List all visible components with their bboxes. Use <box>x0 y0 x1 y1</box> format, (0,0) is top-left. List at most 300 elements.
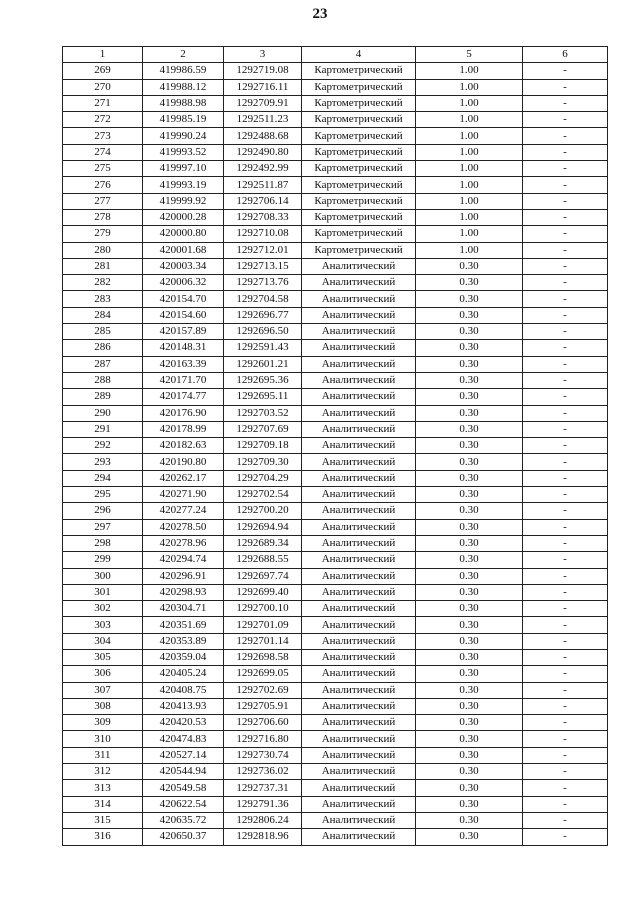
point-number-cell: 285 <box>63 324 143 340</box>
y-coordinate-cell: 1292730.74 <box>224 747 302 763</box>
note-cell: - <box>523 291 608 307</box>
note-cell: - <box>523 796 608 812</box>
method-cell: Аналитический <box>302 584 416 600</box>
note-cell: - <box>523 258 608 274</box>
x-coordinate-cell: 420278.96 <box>143 535 224 551</box>
accuracy-cell: 0.30 <box>416 356 523 372</box>
method-cell: Картометрический <box>302 144 416 160</box>
column-header-4: 4 <box>302 47 416 63</box>
accuracy-cell: 0.30 <box>416 389 523 405</box>
table-row <box>63 291 608 307</box>
method-cell: Аналитический <box>302 568 416 584</box>
table-row <box>63 193 608 209</box>
table-row <box>63 731 608 747</box>
y-coordinate-cell: 1292511.87 <box>224 177 302 193</box>
table-row <box>63 568 608 584</box>
x-coordinate-cell: 419993.19 <box>143 177 224 193</box>
x-coordinate-cell: 420001.68 <box>143 242 224 258</box>
method-cell: Аналитический <box>302 601 416 617</box>
y-coordinate-cell: 1292818.96 <box>224 829 302 845</box>
y-coordinate-cell: 1292703.52 <box>224 405 302 421</box>
accuracy-cell: 0.30 <box>416 682 523 698</box>
point-number-cell: 295 <box>63 487 143 503</box>
method-cell: Аналитический <box>302 780 416 796</box>
table-row <box>63 209 608 225</box>
y-coordinate-cell: 1292719.08 <box>224 63 302 79</box>
x-coordinate-cell: 420296.91 <box>143 568 224 584</box>
x-coordinate-cell: 420408.75 <box>143 682 224 698</box>
note-cell: - <box>523 177 608 193</box>
table-row <box>63 552 608 568</box>
x-coordinate-cell: 420148.31 <box>143 340 224 356</box>
y-coordinate-cell: 1292490.80 <box>224 144 302 160</box>
point-number-cell: 284 <box>63 307 143 323</box>
note-cell: - <box>523 226 608 242</box>
x-coordinate-cell: 420157.89 <box>143 324 224 340</box>
y-coordinate-cell: 1292704.29 <box>224 470 302 486</box>
x-coordinate-cell: 420544.94 <box>143 764 224 780</box>
table-row <box>63 161 608 177</box>
note-cell: - <box>523 209 608 225</box>
coordinates-table <box>62 46 608 846</box>
note-cell: - <box>523 666 608 682</box>
table-row <box>63 144 608 160</box>
accuracy-cell: 1.00 <box>416 144 523 160</box>
note-cell: - <box>523 568 608 584</box>
method-cell: Картометрический <box>302 63 416 79</box>
method-cell: Аналитический <box>302 291 416 307</box>
table-row <box>63 715 608 731</box>
accuracy-cell: 0.30 <box>416 552 523 568</box>
accuracy-cell: 0.30 <box>416 324 523 340</box>
point-number-cell: 308 <box>63 698 143 714</box>
point-number-cell: 274 <box>63 144 143 160</box>
y-coordinate-cell: 1292488.68 <box>224 128 302 144</box>
x-coordinate-cell: 420003.34 <box>143 258 224 274</box>
method-cell: Аналитический <box>302 258 416 274</box>
accuracy-cell: 0.30 <box>416 829 523 845</box>
accuracy-cell: 0.30 <box>416 617 523 633</box>
x-coordinate-cell: 420190.80 <box>143 454 224 470</box>
note-cell: - <box>523 389 608 405</box>
method-cell: Картометрический <box>302 193 416 209</box>
method-cell: Аналитический <box>302 715 416 731</box>
table-row <box>63 63 608 79</box>
table-row <box>63 584 608 600</box>
method-cell: Картометрический <box>302 112 416 128</box>
note-cell: - <box>523 193 608 209</box>
note-cell: - <box>523 519 608 535</box>
point-number-cell: 301 <box>63 584 143 600</box>
method-cell: Аналитический <box>302 617 416 633</box>
accuracy-cell: 0.30 <box>416 715 523 731</box>
accuracy-cell: 1.00 <box>416 161 523 177</box>
table-row <box>63 796 608 812</box>
x-coordinate-cell: 419988.12 <box>143 79 224 95</box>
accuracy-cell: 0.30 <box>416 340 523 356</box>
y-coordinate-cell: 1292791.36 <box>224 796 302 812</box>
y-coordinate-cell: 1292702.69 <box>224 682 302 698</box>
accuracy-cell: 0.30 <box>416 421 523 437</box>
accuracy-cell: 0.30 <box>416 764 523 780</box>
point-number-cell: 278 <box>63 209 143 225</box>
point-number-cell: 307 <box>63 682 143 698</box>
point-number-cell: 303 <box>63 617 143 633</box>
note-cell: - <box>523 682 608 698</box>
x-coordinate-cell: 420154.60 <box>143 307 224 323</box>
method-cell: Аналитический <box>302 389 416 405</box>
x-coordinate-cell: 420171.70 <box>143 372 224 388</box>
point-number-cell: 282 <box>63 275 143 291</box>
method-cell: Картометрический <box>302 128 416 144</box>
accuracy-cell: 0.30 <box>416 470 523 486</box>
table-row <box>63 519 608 535</box>
accuracy-cell: 1.00 <box>416 79 523 95</box>
note-cell: - <box>523 161 608 177</box>
x-coordinate-cell: 420405.24 <box>143 666 224 682</box>
table-row <box>63 258 608 274</box>
point-number-cell: 286 <box>63 340 143 356</box>
table-row <box>63 112 608 128</box>
accuracy-cell: 0.30 <box>416 372 523 388</box>
point-number-cell: 302 <box>63 601 143 617</box>
note-cell: - <box>523 421 608 437</box>
table-row <box>63 503 608 519</box>
y-coordinate-cell: 1292591.43 <box>224 340 302 356</box>
method-cell: Аналитический <box>302 764 416 780</box>
x-coordinate-cell: 420351.69 <box>143 617 224 633</box>
accuracy-cell: 1.00 <box>416 95 523 111</box>
accuracy-cell: 1.00 <box>416 209 523 225</box>
point-number-cell: 279 <box>63 226 143 242</box>
accuracy-cell: 0.30 <box>416 666 523 682</box>
x-coordinate-cell: 420278.50 <box>143 519 224 535</box>
accuracy-cell: 0.30 <box>416 503 523 519</box>
note-cell: - <box>523 617 608 633</box>
y-coordinate-cell: 1292696.77 <box>224 307 302 323</box>
point-number-cell: 304 <box>63 633 143 649</box>
point-number-cell: 312 <box>63 764 143 780</box>
accuracy-cell: 0.30 <box>416 568 523 584</box>
y-coordinate-cell: 1292699.40 <box>224 584 302 600</box>
note-cell: - <box>523 747 608 763</box>
note-cell: - <box>523 356 608 372</box>
table-body <box>63 63 608 845</box>
table-row <box>63 438 608 454</box>
y-coordinate-cell: 1292699.05 <box>224 666 302 682</box>
table-row <box>63 780 608 796</box>
table-row <box>63 372 608 388</box>
note-cell: - <box>523 535 608 551</box>
table-row <box>63 128 608 144</box>
y-coordinate-cell: 1292705.91 <box>224 698 302 714</box>
method-cell: Аналитический <box>302 405 416 421</box>
method-cell: Аналитический <box>302 796 416 812</box>
accuracy-cell: 1.00 <box>416 128 523 144</box>
note-cell: - <box>523 438 608 454</box>
y-coordinate-cell: 1292700.20 <box>224 503 302 519</box>
note-cell: - <box>523 470 608 486</box>
y-coordinate-cell: 1292511.23 <box>224 112 302 128</box>
y-coordinate-cell: 1292706.60 <box>224 715 302 731</box>
method-cell: Аналитический <box>302 487 416 503</box>
method-cell: Аналитический <box>302 324 416 340</box>
method-cell: Картометрический <box>302 226 416 242</box>
x-coordinate-cell: 420359.04 <box>143 649 224 665</box>
y-coordinate-cell: 1292688.55 <box>224 552 302 568</box>
point-number-cell: 273 <box>63 128 143 144</box>
note-cell: - <box>523 79 608 95</box>
x-coordinate-cell: 419990.24 <box>143 128 224 144</box>
point-number-cell: 297 <box>63 519 143 535</box>
x-coordinate-cell: 420413.93 <box>143 698 224 714</box>
note-cell: - <box>523 144 608 160</box>
table-row <box>63 389 608 405</box>
accuracy-cell: 0.30 <box>416 601 523 617</box>
x-coordinate-cell: 419999.92 <box>143 193 224 209</box>
point-number-cell: 299 <box>63 552 143 568</box>
column-header-1: 1 <box>63 47 143 63</box>
accuracy-cell: 1.00 <box>416 226 523 242</box>
x-coordinate-cell: 420549.58 <box>143 780 224 796</box>
point-number-cell: 314 <box>63 796 143 812</box>
table-row <box>63 666 608 682</box>
y-coordinate-cell: 1292709.91 <box>224 95 302 111</box>
method-cell: Аналитический <box>302 666 416 682</box>
table-row <box>63 535 608 551</box>
table-row <box>63 275 608 291</box>
y-coordinate-cell: 1292708.33 <box>224 209 302 225</box>
table-row <box>63 177 608 193</box>
y-coordinate-cell: 1292712.01 <box>224 242 302 258</box>
y-coordinate-cell: 1292695.36 <box>224 372 302 388</box>
table-row <box>63 649 608 665</box>
table-row <box>63 226 608 242</box>
accuracy-cell: 0.30 <box>416 812 523 828</box>
point-number-cell: 281 <box>63 258 143 274</box>
point-number-cell: 300 <box>63 568 143 584</box>
method-cell: Аналитический <box>302 812 416 828</box>
method-cell: Аналитический <box>302 275 416 291</box>
point-number-cell: 271 <box>63 95 143 111</box>
table-row <box>63 340 608 356</box>
point-number-cell: 310 <box>63 731 143 747</box>
y-coordinate-cell: 1292710.08 <box>224 226 302 242</box>
note-cell: - <box>523 812 608 828</box>
x-coordinate-cell: 419988.98 <box>143 95 224 111</box>
note-cell: - <box>523 731 608 747</box>
note-cell: - <box>523 372 608 388</box>
method-cell: Аналитический <box>302 454 416 470</box>
accuracy-cell: 0.30 <box>416 747 523 763</box>
note-cell: - <box>523 63 608 79</box>
point-number-cell: 313 <box>63 780 143 796</box>
y-coordinate-cell: 1292736.02 <box>224 764 302 780</box>
note-cell: - <box>523 829 608 845</box>
y-coordinate-cell: 1292689.34 <box>224 535 302 551</box>
point-number-cell: 289 <box>63 389 143 405</box>
method-cell: Аналитический <box>302 307 416 323</box>
y-coordinate-cell: 1292702.54 <box>224 487 302 503</box>
x-coordinate-cell: 420304.71 <box>143 601 224 617</box>
accuracy-cell: 0.30 <box>416 258 523 274</box>
note-cell: - <box>523 128 608 144</box>
point-number-cell: 280 <box>63 242 143 258</box>
note-cell: - <box>523 112 608 128</box>
table-row <box>63 829 608 845</box>
table-row <box>63 324 608 340</box>
table-row <box>63 682 608 698</box>
accuracy-cell: 1.00 <box>416 177 523 193</box>
note-cell: - <box>523 324 608 340</box>
method-cell: Картометрический <box>302 242 416 258</box>
note-cell: - <box>523 307 608 323</box>
point-number-cell: 298 <box>63 535 143 551</box>
method-cell: Аналитический <box>302 470 416 486</box>
point-number-cell: 305 <box>63 649 143 665</box>
y-coordinate-cell: 1292706.14 <box>224 193 302 209</box>
y-coordinate-cell: 1292704.58 <box>224 291 302 307</box>
column-header-6: 6 <box>523 47 608 63</box>
note-cell: - <box>523 552 608 568</box>
header-row <box>63 47 608 63</box>
point-number-cell: 276 <box>63 177 143 193</box>
x-coordinate-cell: 420182.63 <box>143 438 224 454</box>
y-coordinate-cell: 1292697.74 <box>224 568 302 584</box>
x-coordinate-cell: 420298.93 <box>143 584 224 600</box>
note-cell: - <box>523 95 608 111</box>
note-cell: - <box>523 487 608 503</box>
column-header-2: 2 <box>143 47 224 63</box>
table-row <box>63 307 608 323</box>
accuracy-cell: 0.30 <box>416 535 523 551</box>
accuracy-cell: 1.00 <box>416 193 523 209</box>
column-header-5: 5 <box>416 47 523 63</box>
method-cell: Картометрический <box>302 161 416 177</box>
table-row <box>63 95 608 111</box>
x-coordinate-cell: 420635.72 <box>143 812 224 828</box>
note-cell: - <box>523 698 608 714</box>
method-cell: Аналитический <box>302 633 416 649</box>
method-cell: Аналитический <box>302 503 416 519</box>
y-coordinate-cell: 1292698.58 <box>224 649 302 665</box>
x-coordinate-cell: 420277.24 <box>143 503 224 519</box>
table-row <box>63 454 608 470</box>
x-coordinate-cell: 420294.74 <box>143 552 224 568</box>
note-cell: - <box>523 454 608 470</box>
method-cell: Аналитический <box>302 682 416 698</box>
y-coordinate-cell: 1292709.18 <box>224 438 302 454</box>
point-number-cell: 293 <box>63 454 143 470</box>
y-coordinate-cell: 1292492.99 <box>224 161 302 177</box>
accuracy-cell: 0.30 <box>416 698 523 714</box>
method-cell: Аналитический <box>302 340 416 356</box>
table-row <box>63 812 608 828</box>
y-coordinate-cell: 1292694.94 <box>224 519 302 535</box>
table-row <box>63 617 608 633</box>
note-cell: - <box>523 405 608 421</box>
x-coordinate-cell: 419985.19 <box>143 112 224 128</box>
accuracy-cell: 0.30 <box>416 438 523 454</box>
method-cell: Аналитический <box>302 372 416 388</box>
x-coordinate-cell: 420176.90 <box>143 405 224 421</box>
table-row <box>63 698 608 714</box>
method-cell: Картометрический <box>302 177 416 193</box>
point-number-cell: 275 <box>63 161 143 177</box>
accuracy-cell: 1.00 <box>416 242 523 258</box>
note-cell: - <box>523 275 608 291</box>
x-coordinate-cell: 420622.54 <box>143 796 224 812</box>
method-cell: Аналитический <box>302 438 416 454</box>
method-cell: Аналитический <box>302 421 416 437</box>
table-row <box>63 242 608 258</box>
point-number-cell: 315 <box>63 812 143 828</box>
method-cell: Аналитический <box>302 829 416 845</box>
point-number-cell: 316 <box>63 829 143 845</box>
y-coordinate-cell: 1292701.14 <box>224 633 302 649</box>
point-number-cell: 296 <box>63 503 143 519</box>
note-cell: - <box>523 503 608 519</box>
method-cell: Аналитический <box>302 519 416 535</box>
table-row <box>63 487 608 503</box>
accuracy-cell: 0.30 <box>416 291 523 307</box>
accuracy-cell: 0.30 <box>416 307 523 323</box>
x-coordinate-cell: 420006.32 <box>143 275 224 291</box>
method-cell: Аналитический <box>302 552 416 568</box>
note-cell: - <box>523 764 608 780</box>
method-cell: Аналитический <box>302 535 416 551</box>
y-coordinate-cell: 1292716.11 <box>224 79 302 95</box>
accuracy-cell: 1.00 <box>416 112 523 128</box>
method-cell: Аналитический <box>302 356 416 372</box>
point-number-cell: 309 <box>63 715 143 731</box>
x-coordinate-cell: 420154.70 <box>143 291 224 307</box>
x-coordinate-cell: 420174.77 <box>143 389 224 405</box>
accuracy-cell: 0.30 <box>416 731 523 747</box>
note-cell: - <box>523 633 608 649</box>
note-cell: - <box>523 780 608 796</box>
point-number-cell: 292 <box>63 438 143 454</box>
accuracy-cell: 0.30 <box>416 780 523 796</box>
point-number-cell: 311 <box>63 747 143 763</box>
accuracy-cell: 0.30 <box>416 649 523 665</box>
table-row <box>63 764 608 780</box>
x-coordinate-cell: 419993.52 <box>143 144 224 160</box>
x-coordinate-cell: 420650.37 <box>143 829 224 845</box>
accuracy-cell: 0.30 <box>416 519 523 535</box>
method-cell: Картометрический <box>302 209 416 225</box>
accuracy-cell: 0.30 <box>416 405 523 421</box>
y-coordinate-cell: 1292707.69 <box>224 421 302 437</box>
y-coordinate-cell: 1292601.21 <box>224 356 302 372</box>
table-row <box>63 470 608 486</box>
table-row <box>63 356 608 372</box>
column-header-3: 3 <box>224 47 302 63</box>
accuracy-cell: 0.30 <box>416 796 523 812</box>
note-cell: - <box>523 340 608 356</box>
note-cell: - <box>523 715 608 731</box>
y-coordinate-cell: 1292806.24 <box>224 812 302 828</box>
table-row <box>63 601 608 617</box>
accuracy-cell: 0.30 <box>416 454 523 470</box>
method-cell: Картометрический <box>302 95 416 111</box>
x-coordinate-cell: 420271.90 <box>143 487 224 503</box>
x-coordinate-cell: 419986.59 <box>143 63 224 79</box>
note-cell: - <box>523 242 608 258</box>
accuracy-cell: 0.30 <box>416 584 523 600</box>
x-coordinate-cell: 419997.10 <box>143 161 224 177</box>
point-number-cell: 290 <box>63 405 143 421</box>
